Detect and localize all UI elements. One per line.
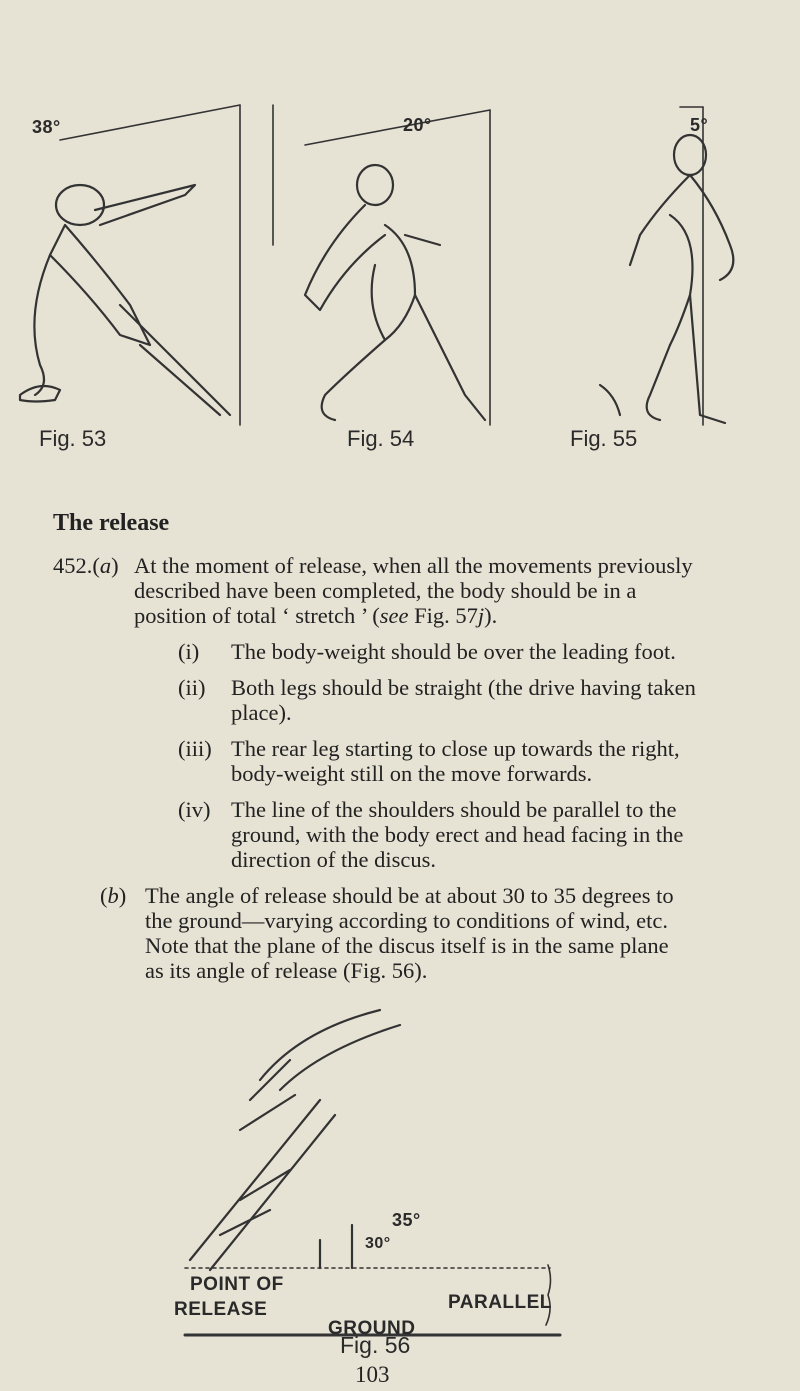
figure-55 [540,95,760,455]
paragraph-a-line: At the moment of release, when all the movements previously [134,553,693,578]
item-ii-line: place). [231,700,292,725]
item-iii-number: (iii) [178,736,212,761]
figure-56 [170,1010,570,1339]
paragraph-b [100,883,780,993]
item-iii-line: body-weight still on the move forwards. [231,761,593,786]
item-i-line: The body-weight should be over the leading foot. [231,639,676,664]
paragraph-a-number: 452.(a) [53,553,119,578]
figure-53-angle: 38° [32,117,61,137]
figure-54-angle: 20° [403,115,432,135]
item-iv-line: ground, with the body erect and head facing in the [231,822,684,847]
page-number: 103 [355,1362,390,1387]
paragraph-a-line: described have been completed, the body should be in a [134,578,637,603]
figure-56-parallel-label: PARALLEL [448,1292,552,1313]
figure-54 [265,95,515,455]
item-ii-number: (ii) [178,675,206,700]
figure-54-caption: Fig. 54 [347,426,415,451]
item-i-number: (i) [178,639,200,664]
paragraph-b-number: (b) [100,883,127,908]
figure-54-drawing [265,95,515,425]
figure-53 [20,95,260,455]
item-iii-line: The rear leg starting to close up towards the right, [231,736,680,761]
figure-56-caption: Fig. 56 [340,1332,411,1358]
item-ii-line: Both legs should be straight (the drive having taken [231,675,696,700]
figure-55-caption: Fig. 55 [570,426,638,451]
item-iv-line: The line of the shoulders should be parallel to the [231,797,677,822]
figure-56-angle-35: 35° [392,1210,421,1230]
paragraph-a [53,553,773,903]
figure-53-drawing [20,95,260,425]
figure-56-ground-label: GROUND [328,1318,416,1339]
paragraph-b-line: The angle of release should be at about 30 to 35 degrees to [145,883,674,908]
figure-56-drawing [170,1010,570,1310]
paragraph-b-line: as its angle of release (Fig. 56). [145,958,428,983]
paragraph-b-line: Note that the plane of the discus itself is in the same plane [145,933,669,958]
paragraph-b-line: the ground—varying according to conditions of wind, etc. [145,908,669,933]
figure-56-angle-30: 30° [365,1235,391,1252]
figure-53-caption: Fig. 53 [39,426,107,451]
item-iv-number: (iv) [178,797,211,822]
figure-56-point-label: POINT OF [190,1274,284,1295]
figure-55-angle: 5° [690,115,709,135]
figure-55-drawing [540,95,760,425]
item-iv-line: direction of the discus. [231,847,436,872]
section-heading: The release [53,510,170,536]
figure-56-release-label: RELEASE [174,1299,268,1320]
paragraph-a-line: position of total ‘ stretch ’ (see Fig. 57j). [134,603,498,628]
